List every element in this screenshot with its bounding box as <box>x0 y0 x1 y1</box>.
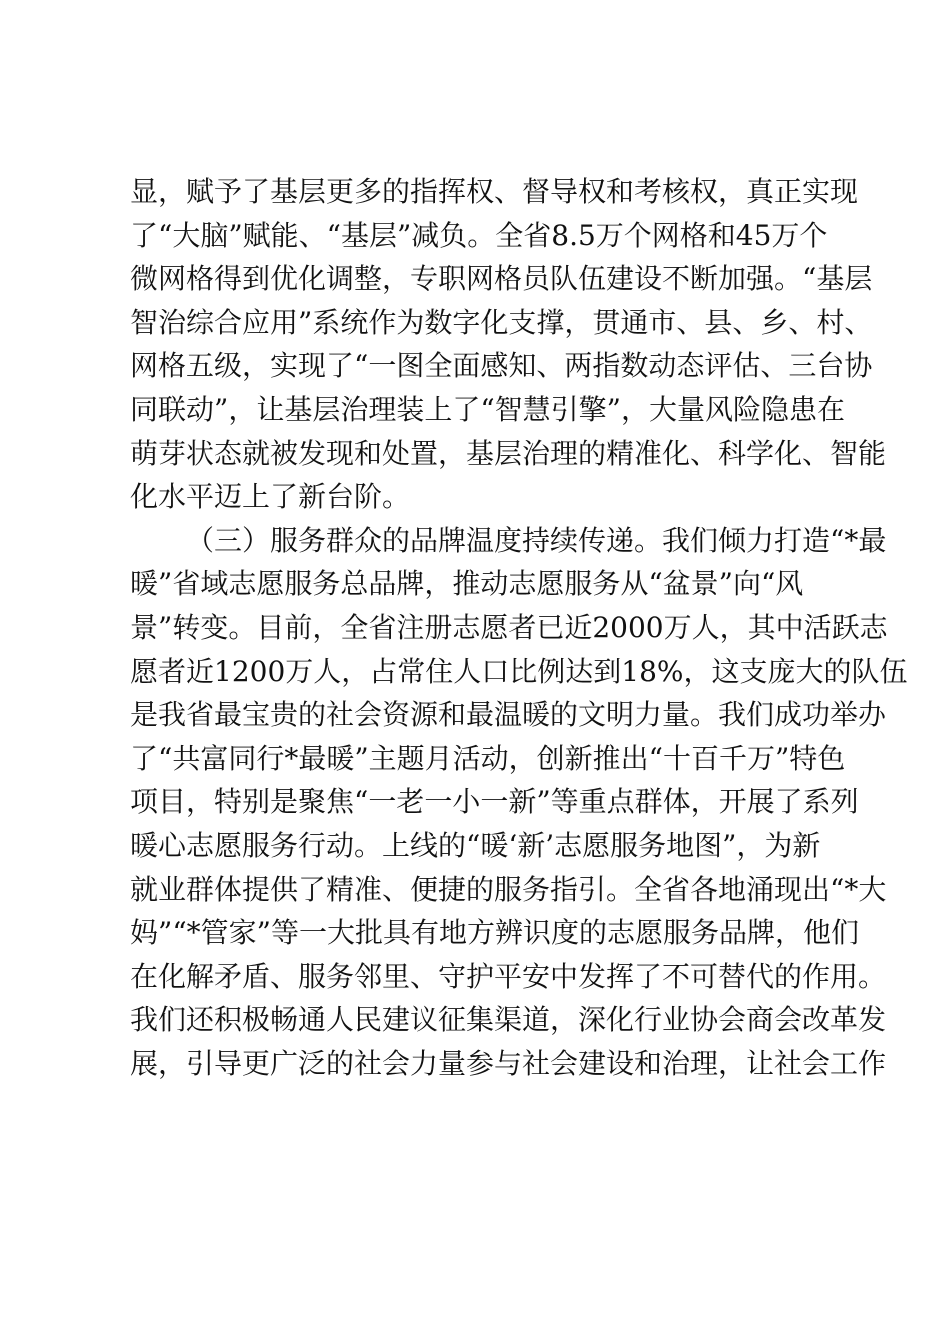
text-line: 萌芽状态就被发现和处置，基层治理的精准化、科学化、智能 <box>130 436 887 470</box>
text-line: 就业群体提供了精准、便捷的服务指引。全省各地涌现出“*大 <box>130 872 887 906</box>
text-line: 是我省最宝贵的社会资源和最温暖的文明力量。我们成功举办 <box>130 698 887 732</box>
text-line: 同联动”，让基层治理装上了“智慧引擎”，大量风险隐患在 <box>130 392 845 426</box>
text-line: 在化解矛盾、服务邻里、守护平安中发挥了不可替代的作用。 <box>130 959 887 993</box>
text-line: 暖心志愿服务行动。上线的“暖‘新’志愿服务地图”，为新 <box>130 828 821 862</box>
text-line: 妈”“*管家”等一大批具有地方辨识度的志愿服务品牌，他们 <box>130 916 859 950</box>
text-line: 微网格得到优化调整，专职网格员队伍建设不断加强。“基层 <box>130 262 873 296</box>
text-line: 化水平迈上了新台阶。 <box>130 480 411 514</box>
text-line: 网格五级，实现了“一图全面感知、两指数动态评估、三台协 <box>130 349 873 383</box>
text-line: 了“共富同行*最暖”主题月活动，创新推出“十百千万”特色 <box>130 741 846 775</box>
text-line: 显，赋予了基层更多的指挥权、督导权和考核权，真正实现 <box>130 175 859 208</box>
text-line: 了“大脑”赋能、“基层”减负。全省8.5万个网格和45万个 <box>130 218 828 252</box>
text-line: 智治综合应用”系统作为数字化支撑，贯通市、县、乡、村、 <box>130 305 873 339</box>
text-line: 展，引导更广泛的社会力量参与社会建设和治理，让社会工作 <box>130 1046 887 1080</box>
text-line: 愿者近1200万人，占常住人口比例达到18%，这支庞大的队伍 <box>130 654 908 688</box>
text-line: 暖”省域志愿服务总品牌，推动志愿服务从“盆景”向“风 <box>130 567 804 601</box>
text-line: 项目，特别是聚焦“一老一小一新”等重点群体，开展了系列 <box>130 785 859 819</box>
text-line: 我们还积极畅通人民建议征集渠道，深化行业协会商会改革发 <box>130 1003 887 1037</box>
paragraph-heading-line: （三）服务群众的品牌温度持续传递。我们倾力打造“*最 <box>186 523 887 557</box>
body-text <box>130 170 908 1085</box>
text-line: 景”转变。目前，全省注册志愿者已近2000万人，其中活跃志 <box>130 610 888 644</box>
